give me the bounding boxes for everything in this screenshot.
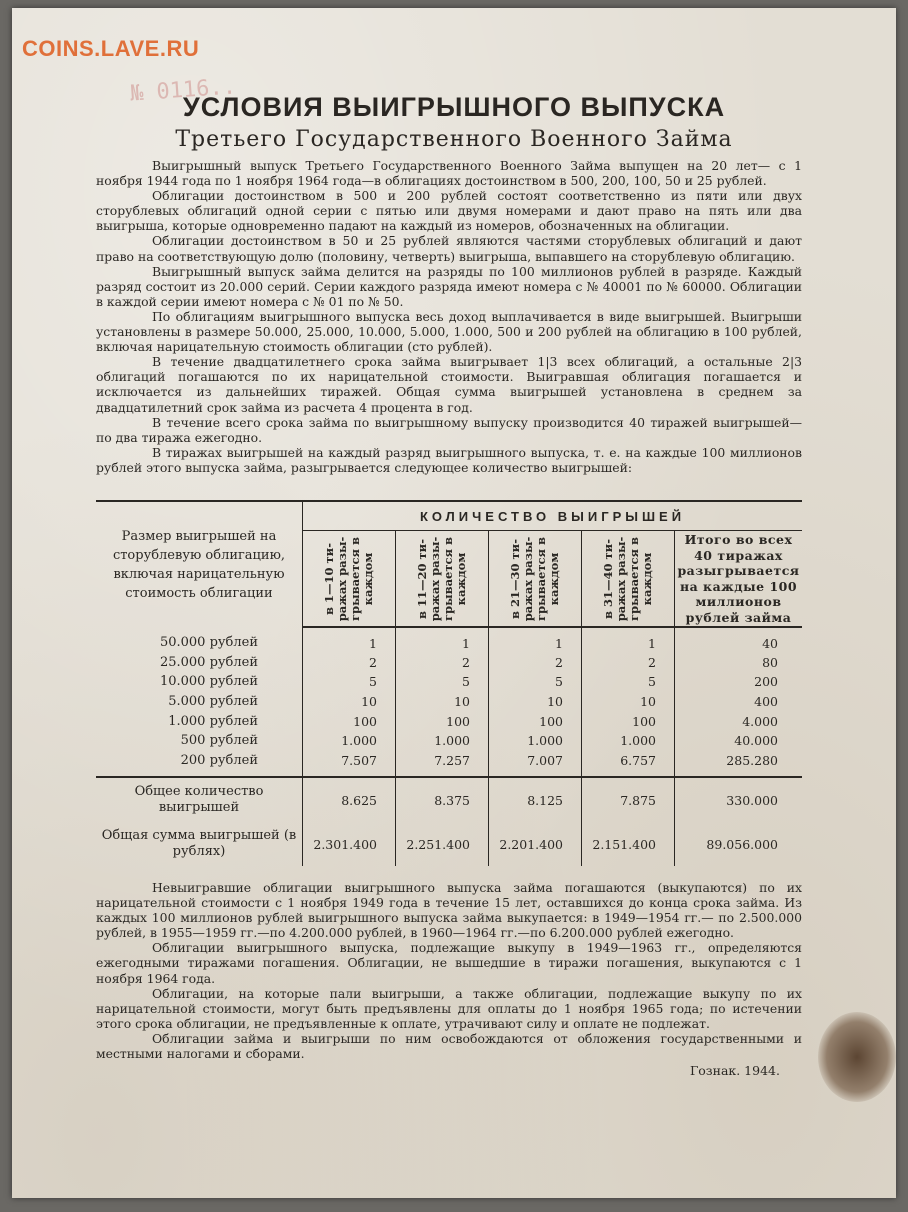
table-row: 200 рублей 7.507 7.257 7.007 6.757 285.280 (96, 751, 802, 778)
total-sum-row: Общая сумма выигрышей (в рублях) 2.301.400 2.251.400 2.201.400 2.151.400 89.056.000 (96, 822, 802, 866)
table-row: 50.000 рублей 1 1 1 1 40 (96, 627, 802, 653)
paragraph: Выигрышный выпуск займа делится на разряды по 100 миллионов рублей в разряде. Каждый разряд состоит из 20.000 серий. Серии каждого разряда имеют номера с № 40001 по № 60000. Облигации в каждой серии имеют номера с № 01 по № 50. (96, 263, 802, 309)
paragraph: Облигации достоинством в 50 и 25 рублей являются частями сторублевых облигаций и дают право на соответствующую долю (половину, четверть) выигрыша, выпавшего на сторублевую облигацию. (96, 233, 802, 264)
paragraph: В тиражах выигрышей на каждый разряд выигрышного выпуска, т. е. на каждые 100 миллионов рублей этого выпуска займа, разыгрывается следующее количество выигрышей: (96, 444, 802, 475)
document-title: УСЛОВИЯ ВЫИГРЫШНОГО ВЫПУСКА (182, 92, 726, 122)
intro-text (96, 158, 802, 475)
round-header-2: в 11—20 ти- ражах разы- грывается в каждом (396, 531, 489, 628)
printer-imprint: Гознак. 1944. (690, 1063, 780, 1078)
table-row: 10.000 рублей 5 5 5 5 200 (96, 672, 802, 692)
total-count-row: Общее количество выигрышей 8.625 8.375 8.125 7.875 330.000 (96, 777, 802, 822)
site-watermark: COINS.LAVE.RU (22, 36, 200, 61)
prize-size-header: Размер выигрышей на сторублевую облигацию, включая нарицательную стоимость облигации (96, 502, 303, 627)
paragraph: Невыигравшие облигации выигрышного выпуска займа погашаются (выкупаются) по их нарицательной стоимости с 1 ноября 1949 года в течение 15 лет, оставшихся до конца срока займа. Из каждых 100 миллионов рублей выигрышного выпуска займа выкупается: в 1949—1954 гг.— по 2.500.000 рублей, в 1955—1959 гг.—по 4.200.000 рублей, в 1960—1964 гг.—по 6.200.000 рублей ежегодно. (96, 880, 802, 941)
round-header-1: в 1—10 ти- ражах разы- грывается в каждом (303, 531, 396, 628)
total-header: Итого во всех 40 тиражах разыгрывается на каждые 100 миллионов рублей займа (675, 531, 803, 628)
paragraph: В течение двадцатилетнего срока займа выигрывает 1|3 всех облигаций, а остальные 2|3 облигаций погашаются по их нарицательной стоимости. Выигравшая облигация погашается и исключается из дальнейших тиражей. Общая сумма выигрышей установлена в среднем за двадцатилетний срок займа из расчета 4 процента в год. (96, 354, 802, 415)
paragraph: Облигации, на которые пали выигрыши, а также облигации, подлежащие выкупу по их нарицательной стоимости, могут быть предъявлены для оплаты до 1 ноября 1965 года; по истечении этого срока облигации, не предъявленные к оплате, утрачивают силу и оплате не подлежат. (96, 985, 802, 1031)
table-row: 25.000 рублей 2 2 2 2 80 (96, 653, 802, 673)
paragraph: По облигациям выигрышного выпуска весь доход выплачивается в виде выигрышей. Выигрыши установлены в размере 50.000, 25.000, 10.000, 5.000, 1.000, 500 и 200 рублей на облигацию в 100 рублей, включая нарицательную стоимость облигации (сто рублей). (96, 308, 802, 355)
prize-count-group-header: КОЛИЧЕСТВО ВЫИГРЫШЕЙ (303, 502, 803, 531)
table-row: 1.000 рублей 100 100 100 100 4.000 (96, 711, 802, 731)
table-row: 5.000 рублей 10 10 10 10 400 (96, 692, 802, 712)
paragraph: Выигрышный выпуск Третьего Государственного Военного Займа выпущен на 20 лет— с 1 ноября 1944 года по 1 ноября 1964 года—в облигациях достоинством в 500, 200, 100, 50 и 25 рублей. (96, 158, 802, 189)
paragraph: В течение всего срока займа по выигрышному выпуску производится 40 тиражей выигрышей— по два тиража ежегодно. (96, 414, 802, 445)
paragraph: Облигации займа и выигрыши по ним освобождаются от обложения государственными и местными налогами и сборами. (96, 1030, 802, 1062)
prize-table (96, 500, 802, 866)
stain-mark (818, 1012, 896, 1102)
round-header-4: в 31—40 ти- ражах разы- грывается в каждом (582, 531, 675, 628)
paragraph: Облигации выигрышного выпуска, подлежащие выкупу в 1949—1963 гг., определяются ежегодными тиражами погашения. Облигации, не вышедшие в тиражи погашения, выкупаются с 1 ноября 1964 года. (96, 940, 802, 986)
serial-number-stamp: № 0116.. (129, 74, 237, 107)
document-subtitle: Третьего Государственного Военного Займа (175, 127, 733, 152)
table-row: 500 рублей 1.000 1.000 1.000 1.000 40.000 (96, 731, 802, 751)
closing-text (96, 880, 802, 1061)
round-header-3: в 21—30 ти- ражах разы- грывается в каждом (489, 531, 582, 628)
paragraph: Облигации достоинством в 500 и 200 рублей состоят соответственно из пяти или двух сторублевых облигаций одной серии с пятью или двумя номерами и дают право на пять или два выигрыша, которые одновременно падают на каждый из номеров, обозначенных на облигации. (96, 188, 802, 234)
